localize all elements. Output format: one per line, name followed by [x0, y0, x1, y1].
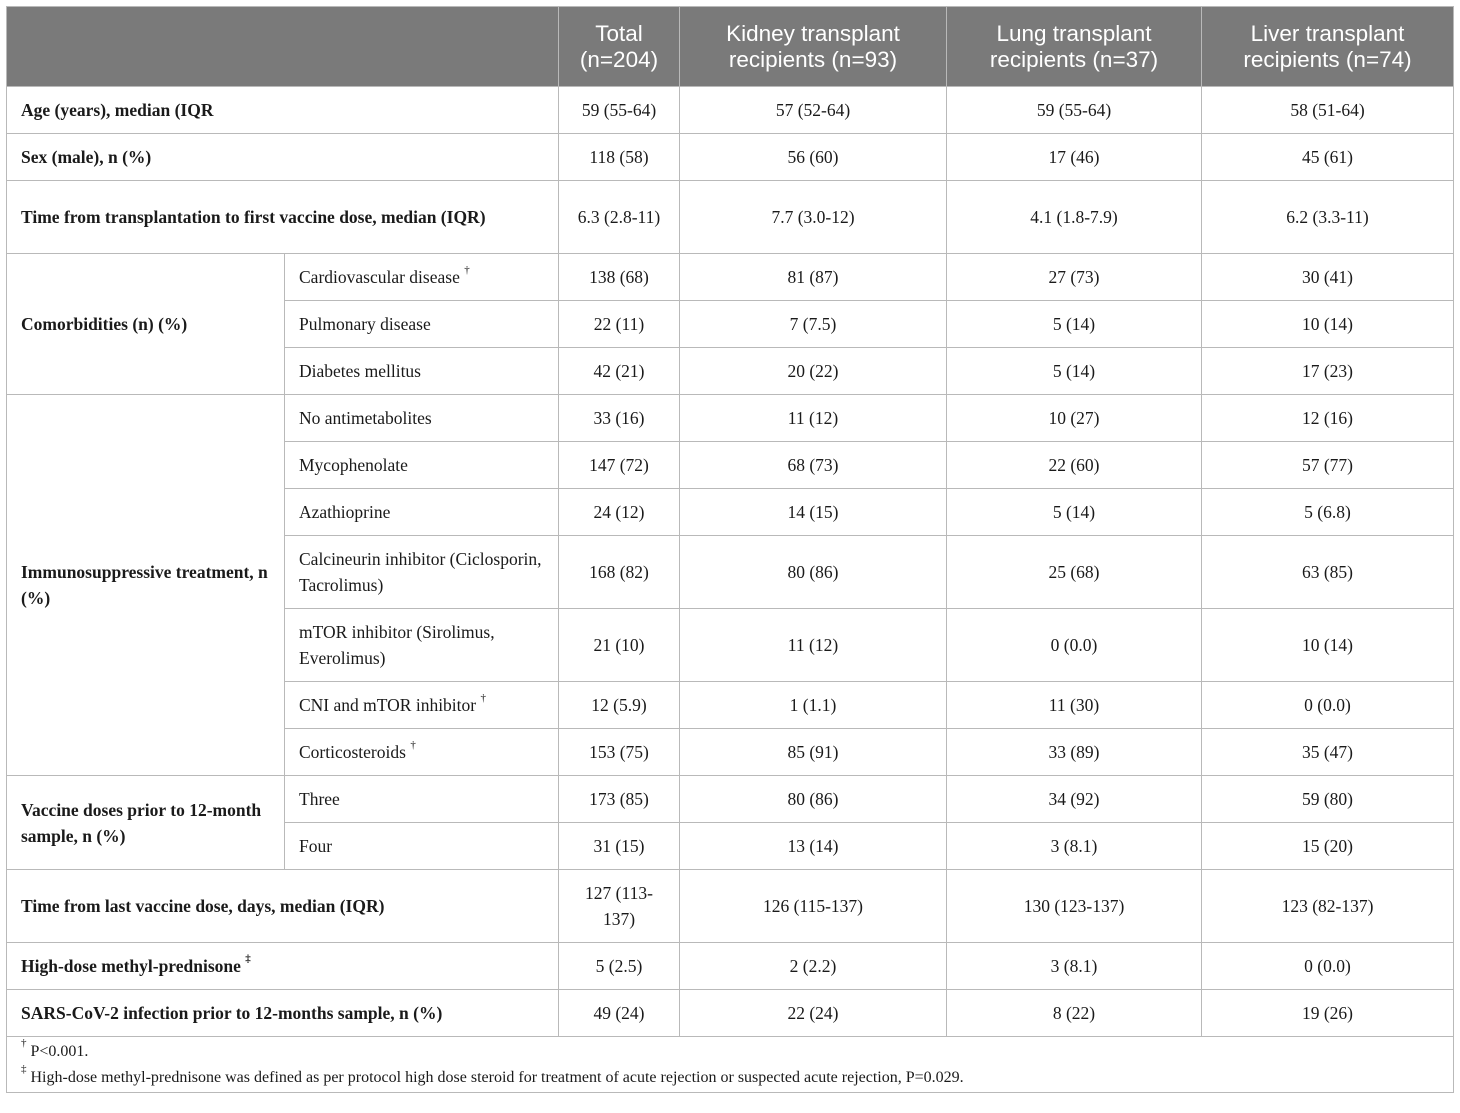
sub-label: Diabetes mellitus	[285, 348, 559, 395]
cell-total: 173 (85)	[559, 776, 680, 823]
transplant-characteristics-table	[6, 6, 1454, 1093]
cell-total: 33 (16)	[559, 395, 680, 442]
cell-kidney: 80 (86)	[680, 776, 947, 823]
footnote	[21, 1065, 1439, 1091]
header-blank	[7, 7, 559, 87]
cell-kidney: 14 (15)	[680, 489, 947, 536]
cell-kidney: 85 (91)	[680, 729, 947, 776]
header-row	[7, 7, 1454, 87]
cell-lung: 33 (89)	[947, 729, 1202, 776]
cell-liver: 45 (61)	[1202, 134, 1454, 181]
cell-liver: 63 (85)	[1202, 536, 1454, 609]
double-dagger-mark: ‡	[21, 1063, 27, 1076]
cell-kidney: 22 (24)	[680, 990, 947, 1037]
cell-lung: 22 (60)	[947, 442, 1202, 489]
table-container	[6, 6, 1453, 1093]
cell-kidney: 57 (52-64)	[680, 87, 947, 134]
cell-lung: 8 (22)	[947, 990, 1202, 1037]
cell-total: 12 (5.9)	[559, 682, 680, 729]
sub-label: Calcineurin inhibitor (Ciclosporin, Tacrolimus)	[285, 536, 559, 609]
dagger-mark: †	[21, 1037, 27, 1050]
group-label-immunosuppressive: Immunosuppressive treatment, n (%)	[7, 395, 285, 776]
cell-lung: 3 (8.1)	[947, 823, 1202, 870]
sub-label: Azathioprine	[285, 489, 559, 536]
cell-total: 127 (113-137)	[559, 870, 680, 943]
dagger-mark: †	[410, 739, 416, 752]
sub-label: Mycophenolate	[285, 442, 559, 489]
cell-kidney: 7.7 (3.0-12)	[680, 181, 947, 254]
row-label: Sex (male), n (%)	[7, 134, 559, 181]
cell-liver: 10 (14)	[1202, 609, 1454, 682]
table-row-age	[7, 87, 1454, 134]
row-label-text: High-dose methyl-prednisone	[21, 956, 241, 976]
footnote-text: P<0.001.	[30, 1042, 89, 1060]
cell-lung: 130 (123-137)	[947, 870, 1202, 943]
header-lung: Lung transplant recipients (n=37)	[947, 7, 1202, 87]
cell-kidney: 2 (2.2)	[680, 943, 947, 990]
sub-label	[285, 682, 559, 729]
sub-label-text: Corticosteroids	[299, 742, 406, 762]
footnote-row	[7, 1037, 1454, 1093]
dagger-mark: †	[480, 692, 486, 705]
cell-lung: 3 (8.1)	[947, 943, 1202, 990]
cell-kidney: 1 (1.1)	[680, 682, 947, 729]
cell-liver: 30 (41)	[1202, 254, 1454, 301]
cell-lung: 5 (14)	[947, 301, 1202, 348]
cell-kidney: 20 (22)	[680, 348, 947, 395]
row-label	[7, 943, 559, 990]
cell-kidney: 126 (115-137)	[680, 870, 947, 943]
cell-total: 153 (75)	[559, 729, 680, 776]
cell-liver: 12 (16)	[1202, 395, 1454, 442]
table-row-sars-cov-2	[7, 990, 1454, 1037]
group-label-vaccine-doses: Vaccine doses prior to 12-month sample, n (%)	[7, 776, 285, 870]
sub-label	[285, 254, 559, 301]
cell-lung: 59 (55-64)	[947, 87, 1202, 134]
cell-lung: 11 (30)	[947, 682, 1202, 729]
cell-liver: 0 (0.0)	[1202, 943, 1454, 990]
cell-lung: 5 (14)	[947, 489, 1202, 536]
cell-lung: 5 (14)	[947, 348, 1202, 395]
cell-lung: 27 (73)	[947, 254, 1202, 301]
cell-liver: 19 (26)	[1202, 990, 1454, 1037]
cell-kidney: 80 (86)	[680, 536, 947, 609]
cell-lung: 17 (46)	[947, 134, 1202, 181]
cell-total: 138 (68)	[559, 254, 680, 301]
double-dagger-mark: ‡	[245, 953, 251, 966]
cell-kidney: 11 (12)	[680, 609, 947, 682]
group-label-comorbidities: Comorbidities (n) (%)	[7, 254, 285, 395]
cell-lung: 0 (0.0)	[947, 609, 1202, 682]
cell-liver: 17 (23)	[1202, 348, 1454, 395]
cell-total: 21 (10)	[559, 609, 680, 682]
sub-label-text: CNI and mTOR inhibitor	[299, 695, 477, 715]
header-liver: Liver transplant recipients (n=74)	[1202, 7, 1454, 87]
row-label: Time from last vaccine dose, days, median (IQR)	[7, 870, 559, 943]
cell-liver: 15 (20)	[1202, 823, 1454, 870]
cell-lung: 4.1 (1.8-7.9)	[947, 181, 1202, 254]
cell-total: 147 (72)	[559, 442, 680, 489]
cell-total: 6.3 (2.8-11)	[559, 181, 680, 254]
cell-kidney: 11 (12)	[680, 395, 947, 442]
cell-liver: 35 (47)	[1202, 729, 1454, 776]
cell-total: 24 (12)	[559, 489, 680, 536]
table-row-vaccine-doses	[7, 776, 1454, 823]
footnote-text: High-dose methyl-prednisone was defined as per protocol high dose steroid for treatment of acute rejection or suspected acute rejection, P=0.029.	[30, 1068, 964, 1086]
row-label: SARS-CoV-2 infection prior to 12-months sample, n (%)	[7, 990, 559, 1037]
table-row-immunosuppressive	[7, 395, 1454, 442]
cell-liver: 57 (77)	[1202, 442, 1454, 489]
header-total: Total (n=204)	[559, 7, 680, 87]
table-row-sex	[7, 134, 1454, 181]
cell-total: 31 (15)	[559, 823, 680, 870]
cell-total: 42 (21)	[559, 348, 680, 395]
cell-lung: 25 (68)	[947, 536, 1202, 609]
cell-liver: 6.2 (3.3-11)	[1202, 181, 1454, 254]
cell-kidney: 68 (73)	[680, 442, 947, 489]
row-label: Age (years), median (IQR	[7, 87, 559, 134]
cell-total: 168 (82)	[559, 536, 680, 609]
cell-kidney: 13 (14)	[680, 823, 947, 870]
dagger-mark: †	[464, 264, 470, 277]
cell-total: 5 (2.5)	[559, 943, 680, 990]
row-label: Time from transplantation to first vaccine dose, median (IQR)	[7, 181, 559, 254]
table-row-time-first-dose	[7, 181, 1454, 254]
cell-total: 22 (11)	[559, 301, 680, 348]
cell-kidney: 7 (7.5)	[680, 301, 947, 348]
footnote	[21, 1039, 1439, 1065]
footnotes	[7, 1037, 1454, 1093]
cell-liver: 0 (0.0)	[1202, 682, 1454, 729]
sub-label: mTOR inhibitor (Sirolimus, Everolimus)	[285, 609, 559, 682]
cell-lung: 10 (27)	[947, 395, 1202, 442]
cell-lung: 34 (92)	[947, 776, 1202, 823]
sub-label: Four	[285, 823, 559, 870]
cell-liver: 59 (80)	[1202, 776, 1454, 823]
cell-total: 49 (24)	[559, 990, 680, 1037]
cell-total: 59 (55-64)	[559, 87, 680, 134]
sub-label: Pulmonary disease	[285, 301, 559, 348]
cell-liver: 58 (51-64)	[1202, 87, 1454, 134]
cell-kidney: 56 (60)	[680, 134, 947, 181]
table-row-time-last-dose	[7, 870, 1454, 943]
sub-label: Three	[285, 776, 559, 823]
header-kidney: Kidney transplant recipients (n=93)	[680, 7, 947, 87]
table-row-comorbidity	[7, 254, 1454, 301]
sub-label: No antimetabolites	[285, 395, 559, 442]
cell-kidney: 81 (87)	[680, 254, 947, 301]
cell-liver: 123 (82-137)	[1202, 870, 1454, 943]
cell-liver: 10 (14)	[1202, 301, 1454, 348]
cell-total: 118 (58)	[559, 134, 680, 181]
table-row-high-dose	[7, 943, 1454, 990]
sub-label-text: Cardiovascular disease	[299, 267, 460, 287]
cell-liver: 5 (6.8)	[1202, 489, 1454, 536]
sub-label	[285, 729, 559, 776]
